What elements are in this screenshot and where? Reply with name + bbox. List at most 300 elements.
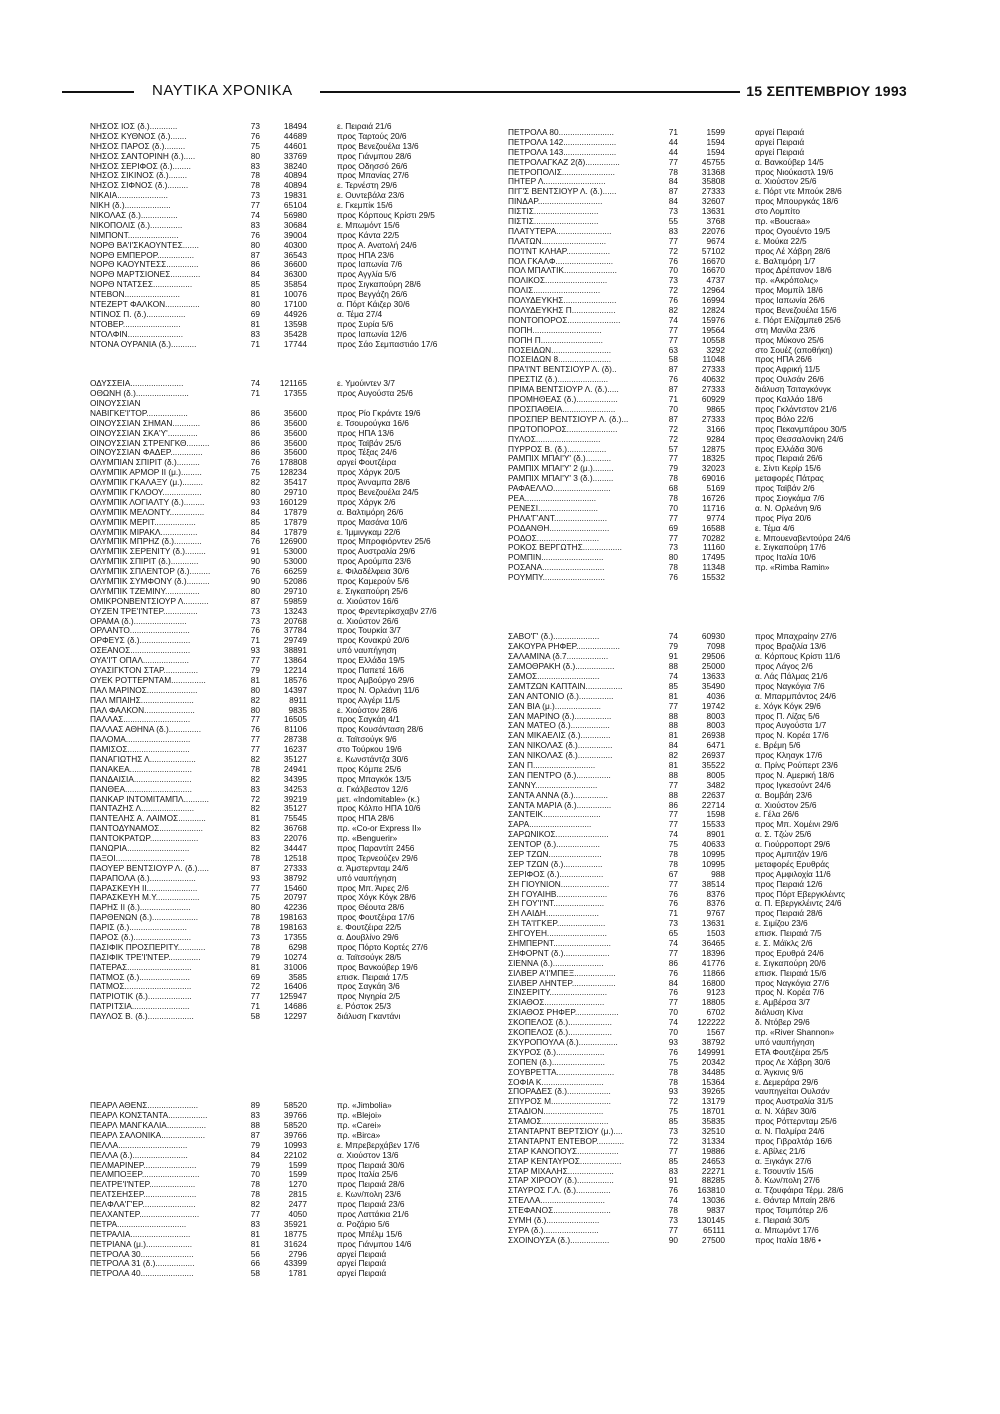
status: προς Κονακρύ 20/6	[337, 635, 410, 646]
build-year: 77	[668, 334, 678, 345]
status: α. Ροζάριο 5/6	[337, 1218, 390, 1229]
status: πρ. «River Shannon»	[755, 1027, 835, 1038]
ship-name: ΠΕΑΡΛ ΣΑΛΟΝΙΚΑ...................	[90, 1130, 206, 1140]
tonnage: 9865	[706, 403, 725, 414]
tonnage: 36600	[283, 259, 307, 270]
ship-name: ΟΛΥΜΠΙΚ ΣΠΛΕΝΤΟΡ (δ.).........	[90, 567, 211, 577]
ship-name: ΡΑΦΑΕΛΛΟ.........................	[508, 484, 611, 494]
status: προς Φρεντερίκσχαβν 27/6	[337, 605, 437, 616]
build-year: 78	[250, 912, 260, 923]
tonnage: 3768	[706, 216, 725, 227]
build-year: 78	[250, 180, 260, 191]
status: προς Γιάνμπου 14/6	[337, 1238, 412, 1249]
build-year: 76	[668, 572, 678, 583]
status: α. Γιούρροπορτ 29/6	[755, 839, 831, 850]
status: πρ. «Blejoi»	[337, 1110, 382, 1121]
ship-name: ΠΑΝΤΟΔΥΝΑΜΟΣ...................	[90, 824, 203, 834]
tonnage: 53000	[283, 556, 307, 567]
build-year: 77	[250, 882, 260, 893]
tonnage: 8376	[706, 888, 725, 899]
ship-name: ΣΕΡ ΤΖΩΝ (δ.).................	[508, 859, 603, 869]
build-year: 73	[668, 1214, 678, 1225]
build-year: 86	[250, 427, 260, 438]
tonnage: 29749	[283, 635, 307, 646]
tonnage: 149991	[697, 1046, 725, 1057]
status: προς Μπέλμ 15/6	[337, 1228, 403, 1239]
tonnage: 9835	[288, 704, 307, 715]
ship-name: ΠΟΛΙΚΟΣ...........................	[508, 276, 608, 286]
tonnage: 4050	[288, 1208, 307, 1219]
status: α. Δουβλίνο 29/6	[337, 932, 399, 943]
ship-name: ΣΑΝ ΒΙΑ (μ.)....................	[508, 701, 601, 711]
ship-name: ΝΤΕΖΕΡΤ ΦΑΛΚΟΝ...............	[90, 300, 200, 310]
ship-name: ΠΑΥΛΟΣ Β. (δ.)....................	[90, 1012, 194, 1022]
build-year: 44	[668, 136, 678, 147]
ship-name: ΣΑΝ ΝΙΚΟΛΑΣ (δ.)...............	[508, 751, 613, 761]
ship-name: ΟΔΥΣΣΕΙΑ.......................	[90, 379, 184, 389]
tonnage: 12518	[283, 852, 307, 863]
group-spacer	[508, 593, 938, 603]
tonnage: 52086	[283, 575, 307, 586]
build-year: 75	[250, 140, 260, 151]
right-column	[508, 128, 938, 1246]
status: προς Ιταλία 10/6	[755, 552, 816, 563]
build-year: 90	[250, 556, 260, 567]
left-column	[90, 122, 510, 1279]
tonnage: 65111	[703, 1224, 725, 1235]
build-year: 86	[250, 447, 260, 458]
status: ε. Αμβέρσα 3/7	[755, 997, 811, 1008]
ship-name: ΣΙΛΒΕΡ ΛΗΝΤΕΡ...................	[508, 978, 616, 988]
tonnage: 19564	[701, 324, 725, 335]
tonnage: 9284	[706, 433, 725, 444]
tonnage: 8911	[289, 694, 307, 705]
build-year: 80	[250, 150, 260, 161]
ship-name: ΡΗΛΑ'Γ'ΑΝΤ.......................	[508, 513, 608, 523]
tonnage: 3585	[288, 971, 307, 982]
tonnage: 12824	[701, 305, 725, 316]
ship-row	[90, 1012, 510, 1022]
ship-name: ΟΛΥΜΠΙΚ ΛΟΓΙΑΛΤΥ (δ.).........	[90, 497, 205, 507]
ship-name: ΝΙΚΟΠΟΛΙΣ (δ.)..............	[90, 220, 183, 230]
status: α. Λάς Πάλμας 21/6	[755, 670, 828, 681]
status: προς Πειραιά 28/6	[337, 1179, 405, 1190]
ship-name: ΟΛΥΜΠΙΚ ΣΥΜΦΟΝΥ (δ.)..........	[90, 576, 210, 586]
ship-name: ΠΕΛΛΑ (δ.)........................	[90, 1150, 188, 1160]
tonnage: 17355	[283, 388, 307, 399]
ship-name: ΠΙ'Γ'Σ ΒΕΝΤΣΙΟΥΡ Λ. (δ.)......	[508, 187, 617, 197]
status: ε. Ίμμινγκαμ 22/6	[337, 526, 401, 537]
ship-name: ΠΕΤΡΙΑΝΑ (μ.)....................	[90, 1239, 193, 1249]
tonnage: 22714	[701, 799, 725, 810]
status: προς Κόλπο ΗΠΑ 10/6	[337, 803, 421, 814]
ship-name: ΠΕΤΡΑΛΙΑ..........................	[90, 1229, 191, 1239]
tonnage: 1594	[706, 136, 725, 147]
build-year: 84	[250, 526, 260, 537]
tonnage: 39766	[283, 1129, 307, 1140]
ship-name: ΠΑΣΙΦΙΚ ΤΡΕ'Ι'ΝΤΕΡ..............	[90, 952, 201, 962]
tonnage: 1594	[706, 146, 725, 157]
ship-name: ΡΟΚΟΣ ΒΕΡΓΩΤΗΣ.................	[508, 543, 622, 553]
status: διάλυση Τσιταγκόνγκ	[755, 384, 831, 395]
tonnage: 35600	[283, 427, 307, 438]
ship-name: ΠΕΤΡΟΛΑ 31 (δ.).................	[90, 1259, 195, 1269]
ship-name: ΣΑΝ ΝΙΚΟΛΑΣ (δ.)...............	[508, 741, 613, 751]
status: αργεί Πειραιά	[755, 136, 805, 147]
tonnage: 1781	[288, 1268, 307, 1279]
build-year: 77	[668, 947, 678, 958]
build-year: 72	[668, 1135, 678, 1146]
ship-name: ΠΑΝΤΕΛΗΣ Α. ΛΑΙΜΟΣ............	[90, 814, 206, 824]
tonnage: 35600	[283, 407, 307, 418]
build-year: 88	[668, 720, 678, 731]
tonnage: 60929	[701, 394, 725, 405]
ship-name: ΠΑΤΕΡΑΣ............................	[90, 962, 192, 972]
ship-name: ΣΕΡΙΦΟΣ (δ.)...................	[508, 869, 604, 879]
build-year: 73	[250, 121, 260, 131]
tonnage: 27333	[283, 862, 307, 873]
tonnage: 18701	[701, 1106, 725, 1117]
tonnage: 39265	[701, 1086, 725, 1097]
tonnage: 20768	[283, 615, 307, 626]
ship-name: ΠΕΤΡΟΛΑ 142.......................	[508, 137, 617, 147]
build-year: 78	[668, 166, 678, 177]
build-year: 87	[668, 413, 678, 424]
publication-title: ΝΑΥΤΙΚΑ ΧΡΟΝΙΚΑ	[146, 82, 299, 100]
build-year: 84	[250, 506, 260, 517]
status: προς Αφρική 11/5	[755, 364, 820, 375]
ship-name: ΣΚΟΠΕΛΟΣ (δ.)...................	[508, 1018, 612, 1028]
status: ε. Σίντι Κερίρ 15/6	[755, 463, 821, 474]
ship-name: ΝΙΚΑΙΑ......................	[90, 191, 168, 201]
status: προς Λε Χάβρη 30/6	[755, 1056, 831, 1067]
tonnage: 58520	[283, 1100, 307, 1111]
ship-name: ΣΤΕΛΛΑ............................	[508, 1196, 605, 1206]
build-year: 93	[250, 872, 260, 883]
ship-name: ΠΟΣΕΙΔΩΝ..........................	[508, 345, 612, 355]
ship-name: ΠΕΤΡΟΛΑ 80........................	[508, 128, 614, 137]
ship-name: ΠΟΠΗ Π...........................	[508, 335, 603, 345]
tonnage: 15976	[701, 314, 725, 325]
status: προς Ρόττερνταμ 25/6	[755, 1116, 837, 1127]
build-year: 84	[668, 176, 678, 187]
ship-name: ΠΕΛΛΑ..............................	[90, 1140, 188, 1150]
ship-name: ΣΙΛΒΕΡ Α'Ι'ΜΠΕΞ..................	[508, 968, 616, 978]
tonnage: 42236	[283, 902, 307, 913]
group-spacer	[508, 583, 938, 593]
build-year: 83	[250, 1218, 260, 1229]
ship-name: ΠΑΛΛΑΣ ΑΘΗΝΑ (δ.)..............	[90, 725, 202, 735]
ship-name: ΟΙΝΟΥΣΣΙΑΝ ΣΚΑ'Υ'.............	[90, 428, 198, 438]
status: ε. Γκεμπίκ 15/6	[337, 200, 393, 211]
ship-name: ΝΤΟΒΕΡ.........................	[90, 319, 181, 329]
status: προς Σάο Σεμπαστιάο 17/6	[337, 338, 438, 349]
tonnage: 44926	[283, 308, 307, 319]
status: προς Σιογκάμα 7/6	[755, 492, 825, 503]
ship-name: ΣΑΜΟΘΡΑΚΗ (δ.).................	[508, 662, 615, 672]
status: α. Χιούστον 25/6	[755, 176, 817, 187]
build-year: 77	[668, 1224, 678, 1235]
status: ε. Βαλτιμόρη 1/7	[755, 255, 816, 266]
status: ε. Σιγκαπούρη 25/6	[337, 585, 408, 596]
status: προς Κάντα 22/5	[337, 229, 400, 240]
ship-name: ΠΑΤΡΙΤΣΙΑ.........................	[90, 1002, 190, 1012]
ship-name: ΡΑΜΠΙΧ ΜΠΑΙ'Υ' (δ.)...........	[508, 454, 612, 464]
ship-name: ΠΟΛ ΜΠΑΛΤΙΚ.......................	[508, 266, 617, 276]
build-year: 82	[250, 803, 260, 814]
tonnage: 17495	[701, 552, 725, 563]
status: α. Άγκινις 9/6	[755, 1066, 804, 1077]
status: προς Ελλάδα 19/5	[337, 655, 405, 666]
build-year: 57	[668, 443, 678, 454]
status: ε. Πόρτ ντε Μπούκ 28/6	[755, 186, 842, 197]
tonnage: 10993	[283, 1139, 307, 1150]
build-year: 74	[668, 314, 678, 325]
status: προς ΗΠΑ 13/6	[337, 427, 394, 438]
tonnage: 13633	[701, 670, 725, 681]
tonnage: 19742	[701, 700, 725, 711]
ship-name: ΝΗΣΟΣ ΣΑΝΤΟΡΙΝΗ (δ.).....	[90, 151, 196, 161]
build-year: 76	[668, 255, 678, 266]
status: α. Μπωμόντ 17/6	[755, 1224, 819, 1235]
status: α. Τέμα 27/4	[337, 308, 383, 319]
tonnage: 13598	[283, 318, 307, 329]
status: α. Χιούστον 26/6	[337, 615, 399, 626]
build-year: 68	[668, 483, 678, 494]
build-year: 71	[250, 388, 260, 399]
status: προς ΗΠΑ 28/6	[337, 813, 394, 824]
ship-name: ΠΑΤΜΟΣ.............................	[90, 982, 192, 992]
status: προς Σιγκαπούρη 28/6	[337, 279, 421, 290]
status: α. Ν. Χάβεν 30/6	[755, 1106, 817, 1117]
status: προς Ιαπωνία 7/6	[337, 259, 403, 270]
ship-name: ΠΑΟΥΕΡ ΒΕΝΤΣΙΟΥΡ Λ. (δ.).....	[90, 863, 209, 873]
status: προς Ν. Αμερική 18/6	[755, 769, 835, 780]
header-rule-left	[62, 91, 134, 93]
ship-name: ΣΤΑΡ ΚΑΝΟΠΟΥΣ..................	[508, 1146, 619, 1156]
status: ε. Πειραιά 30/5	[755, 1214, 810, 1225]
ship-name: ΡΟΔΑΝΘΗ..........................	[508, 523, 610, 533]
tonnage: 130145	[697, 1214, 725, 1225]
tonnage: 26937	[701, 750, 725, 761]
ship-name: ΟΛΥΜΠΙΚ ΣΕΡΕΝΙΤΥ (δ.).........	[90, 547, 206, 557]
tonnage: 178808	[279, 457, 307, 468]
tonnage: 15533	[701, 819, 725, 830]
status: προς Βανκούβερ 19/6	[337, 961, 418, 972]
ship-name: ΠΑΛΛΑΣ.............................	[90, 715, 191, 725]
build-year: 81	[668, 690, 678, 701]
group-spacer	[90, 1022, 510, 1032]
tonnage: 35835	[701, 1116, 725, 1127]
build-year: 77	[668, 700, 678, 711]
status: προς Μπαγκόκ 13/5	[337, 773, 412, 784]
status: προς Ρίο Γκράντε 19/6	[337, 407, 421, 418]
status: επισκ. Πειραιά 17/5	[337, 971, 409, 982]
tonnage: 22102	[283, 1149, 307, 1160]
status: ε. Τέμα 4/6	[755, 522, 795, 533]
ship-name: ΠΟ'Ι'ΝΤ ΚΛΗΑΡ...................	[508, 246, 611, 256]
ship-name: ΝΤΟΝΑ ΟΥΡΑΝΙΑ (δ.)...........	[90, 339, 197, 349]
ship-name: ΠΙΣΤΙΣ............................	[508, 217, 599, 227]
ship-name: ΝΤΕΒΟΝ........................	[90, 290, 180, 300]
tonnage: 27333	[701, 384, 725, 395]
status: προς Αμβούργο 29/6	[337, 674, 415, 685]
tonnage: 10558	[701, 334, 725, 345]
status: προς Γκλάντστον 21/6	[755, 403, 837, 414]
ship-name: ΠΕΛΜΑΡΙΝΕΡ.......................	[90, 1160, 197, 1170]
build-year: 73	[250, 932, 260, 943]
tonnage: 60930	[701, 631, 725, 642]
ship-name: ΣΕΝΤΟΡ (δ.)...................	[508, 840, 600, 850]
build-year: 77	[668, 156, 678, 167]
tonnage: 2796	[288, 1248, 307, 1259]
status: προς Κόρπους Κρίστι 29/5	[337, 210, 435, 221]
build-year: 83	[668, 225, 678, 236]
build-year: 77	[250, 734, 260, 745]
ship-name: ΠΗΤΕΡ Λ...........................	[508, 177, 606, 187]
build-year: 84	[250, 269, 260, 280]
status: ε. Πειραιά 21/6	[337, 121, 392, 131]
tonnage: 27333	[701, 364, 725, 375]
status: ε. Γέλα 26/6	[755, 809, 799, 820]
ship-name: ΣΑΝ ΜΑΡΙΝΟ (δ.)................	[508, 711, 612, 721]
ship-name: ΠΑΛ ΦΑΛΚΟΝ......................	[90, 705, 195, 715]
tonnage: 57102	[701, 245, 725, 256]
tonnage: 18775	[283, 1228, 307, 1239]
status: διάλυση Κίνα	[755, 1007, 804, 1018]
build-year: 67	[668, 868, 678, 879]
tonnage: 32023	[701, 463, 725, 474]
ship-name: ΠΕΛΦΛΑ'Γ'ΕΡ.......................	[90, 1200, 196, 1210]
ship-name: ΝΗΣΟΣ ΣΙΚΙΝΟΣ (δ.)........	[90, 171, 188, 181]
build-year: 78	[668, 492, 678, 503]
ship-name: ΣΗ ΓΟΥΑΙΗΒ......................	[508, 889, 608, 899]
tonnage: 27333	[701, 413, 725, 424]
status: προς Καλλάο 18/6	[755, 394, 823, 405]
ship-name: ΠΑΝΑΚΕΑ...........................	[90, 764, 192, 774]
status: προς Ρίγα 20/6	[755, 512, 812, 523]
status: πρ. «Ακρόπολις»	[755, 275, 819, 286]
ship-name: ΣΗΜΠΕΡΝΤ.........................	[508, 939, 611, 949]
build-year: 77	[668, 1145, 678, 1156]
status: πρ. «Rimba Ramin»	[755, 562, 830, 573]
build-year: 88	[668, 710, 678, 721]
ship-name: ΝΗΣΟΣ ΙΟΣ (δ.)............	[90, 122, 178, 131]
build-year: 83	[250, 328, 260, 339]
ship-name: ΠΕΤΡΑ..............................	[90, 1219, 187, 1229]
build-year: 77	[668, 809, 678, 820]
build-year: 78	[250, 763, 260, 774]
status: αργεί Φουτζέιρα	[337, 457, 397, 468]
status: αργεί Πειραιά	[337, 1248, 387, 1259]
status: προς Ογουέντο 19/5	[755, 225, 831, 236]
status: προς Βενεζουέλα 15/6	[755, 305, 837, 316]
ship-name: ΠΑΝΔΑΙΣΙΑ.........................	[90, 774, 192, 784]
build-year: 77	[668, 453, 678, 464]
build-year: 83	[250, 1110, 260, 1121]
build-year: 88	[250, 1119, 260, 1130]
tonnage: 12297	[283, 1011, 307, 1022]
status: προς Αυγούστα 25/6	[337, 388, 413, 399]
status: προς Καμερούν 5/6	[337, 575, 409, 586]
ship-name: ΟΥΑ'Ι'Τ ΟΠΑΛ....................	[90, 656, 189, 666]
ship-name: ΣΑΝΤΑ ΜΑΡΙΑ (δ.)...............	[508, 800, 612, 810]
build-year: 72	[668, 1096, 678, 1107]
build-year: 76	[668, 987, 678, 998]
tonnage: 17879	[283, 516, 307, 527]
tonnage: 39219	[283, 793, 307, 804]
build-year: 76	[250, 566, 260, 577]
status: προς Θεσσαλονίκη 24/6	[755, 433, 844, 444]
tonnage: 65104	[283, 200, 307, 211]
tonnage: 33769	[283, 150, 307, 161]
tonnage: 88285	[701, 1175, 725, 1186]
tonnage: 11160	[703, 542, 725, 553]
tonnage: 53000	[283, 546, 307, 557]
status: προς Μασάνα 10/6	[337, 516, 408, 527]
ship-name: ΟΛΥΜΠΙΚ ΜΕΛΟΝΤΥ...............	[90, 507, 205, 517]
build-year: 91	[668, 1175, 678, 1186]
status: προς Νιγηρία 2/5	[337, 991, 401, 1002]
tonnage: 7098	[706, 641, 725, 652]
status: πρ. «Benguerir»	[337, 833, 398, 844]
status: προς Ν. Κορέα 7/6	[755, 987, 825, 998]
status: ε. Χόγκ Κόγκ 29/6	[755, 700, 821, 711]
build-year: 76	[668, 898, 678, 909]
tonnage: 13179	[701, 1096, 725, 1107]
status: προς Κόμπε 25/6	[337, 763, 402, 774]
build-year: 73	[668, 542, 678, 553]
ship-name: ΠΑΡΑΣΚΕΥΗ Μ.Υ...................	[90, 893, 200, 903]
ship-name: ΠΙΝΔΑΡ............................	[508, 197, 603, 207]
build-year: 84	[668, 977, 678, 988]
build-year: 70	[668, 1027, 678, 1038]
tonnage: 38891	[283, 645, 307, 656]
status: προς Ταϊβάν 2/6	[755, 483, 815, 494]
tonnage: 31624	[283, 1238, 307, 1249]
tonnage: 22076	[701, 225, 725, 236]
build-year: 79	[668, 463, 678, 474]
tonnage: 24653	[701, 1155, 725, 1166]
status: πρ. «Birca»	[337, 1129, 381, 1140]
build-year: 78	[250, 922, 260, 933]
ship-name: ΣΑΜΤΖΩΝ ΚΑΠΤΑΙΝ................	[508, 681, 623, 691]
ship-name: ΣΗ ΓΙΟΥΝΙΟΝ.....................	[508, 879, 610, 889]
tonnage: 1567	[706, 1027, 725, 1038]
build-year: 83	[250, 833, 260, 844]
ship-name: ΠΕΤΡΟΛΑ 40.......................	[90, 1269, 194, 1279]
tonnage: 35417	[283, 477, 307, 488]
build-year: 93	[250, 645, 260, 656]
tonnage: 1599	[288, 1169, 307, 1180]
ship-name: ΟΛΥΜΠΙΚ ΓΚΑΛΑΞΥ (μ.).........	[90, 478, 203, 488]
build-year: 76	[250, 724, 260, 735]
build-year: 82	[250, 823, 260, 834]
ship-name: ΣΑΝΤΕΙΚ.........................	[508, 810, 601, 820]
status: προς Λαττάκια 21/6	[337, 1208, 409, 1219]
status: ε. Θάντερ Μπαίη 28/6	[755, 1195, 835, 1206]
build-year: 84	[668, 196, 678, 207]
ship-name: ΠΛΑΤΥΤΕΡΑ........................	[508, 226, 612, 236]
tonnage: 32607	[701, 196, 725, 207]
build-year: 81	[250, 318, 260, 329]
status: προς Τέξας 24/6	[337, 447, 397, 458]
ship-name: ΡΑΜΠΙΧ ΜΠΑΙ'Υ' 2 (μ.).........	[508, 464, 614, 474]
tonnage: 56980	[283, 210, 307, 221]
tonnage: 22271	[701, 1165, 725, 1176]
ship-name: ΟΛΥΜΠΙΚ ΜΙΡΑΚΛ................	[90, 527, 198, 537]
tonnage: 18325	[701, 453, 725, 464]
